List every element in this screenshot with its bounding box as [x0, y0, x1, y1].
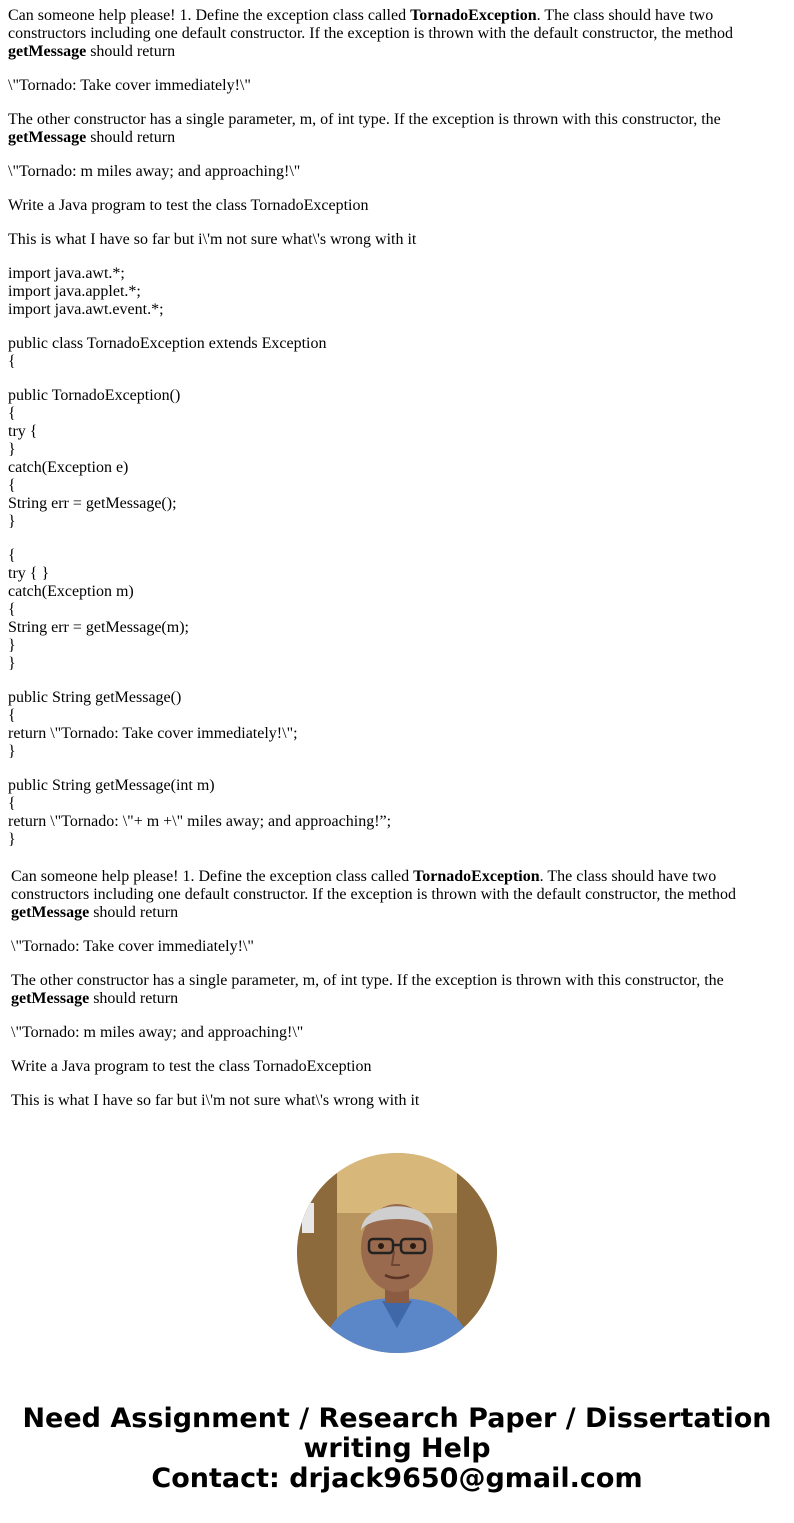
code-line: catch(Exception e) [8, 459, 129, 476]
question-paragraph-5: Write a Java program to test the class TornadoException [8, 197, 369, 214]
avatar [297, 1153, 497, 1353]
bold-method-name: getMessage [11, 904, 90, 921]
banner-line: writing Help [303, 1433, 491, 1464]
question-paragraph-6: This is what I have so far but i\'m not sure what\'s wrong with it [11, 1092, 420, 1109]
text: Can someone help please! 1. Define the exception class called [11, 868, 414, 885]
code-line: { [8, 353, 16, 370]
text: The other constructor has a single parameter, m, of int type. If the exception is thrown with this constructor, the [11, 972, 724, 989]
code-line: { [8, 601, 16, 618]
person-photo-icon [297, 1153, 497, 1353]
code-line: public class TornadoException extends Exception [8, 335, 327, 352]
code-constructor-1 [8, 387, 778, 531]
bold-class-name: TornadoException [413, 868, 540, 885]
code-imports [8, 265, 778, 319]
code-constructor-2 [8, 547, 778, 673]
banner-contact-email: Contact: drjack9650@gmail.com [151, 1463, 643, 1494]
banner-line: Need Assignment / Research Paper / Dissertation [22, 1403, 772, 1434]
question-repeat-block [11, 868, 781, 1126]
code-line: import java.applet.*; [8, 283, 141, 300]
code-line: } [8, 441, 16, 458]
question-paragraph-1 [11, 868, 781, 922]
bold-method-name: getMessage [8, 129, 87, 146]
code-line: { [8, 795, 16, 812]
code-line: } [8, 513, 16, 530]
question-paragraph-3 [8, 111, 778, 147]
text: should return [86, 43, 176, 60]
code-line: } [8, 743, 16, 760]
code-line: { [8, 547, 16, 564]
bold-method-name: getMessage [11, 990, 90, 1007]
bold-class-name: TornadoException [410, 7, 537, 24]
code-line: public String getMessage(int m) [8, 777, 215, 794]
code-class-declaration [8, 335, 778, 371]
bold-method-name: getMessage [8, 43, 87, 60]
text: should return [86, 129, 176, 146]
question-paragraph-2: \"Tornado: Take cover immediately!\" [11, 938, 254, 955]
contact-banner [0, 1404, 794, 1494]
code-method-getmessage-int [8, 777, 778, 849]
question-paragraph-1 [8, 7, 778, 61]
code-line: public TornadoException() [8, 387, 181, 404]
question-paragraph-4: \"Tornado: m miles away; and approaching!\" [11, 1024, 304, 1041]
code-line: import java.awt.*; [8, 265, 125, 282]
question-paragraph-3 [11, 972, 781, 1008]
code-method-getmessage [8, 689, 778, 761]
code-line: try { } [8, 565, 50, 582]
code-line: } [8, 637, 16, 654]
code-line: catch(Exception m) [8, 583, 134, 600]
code-line: return \"Tornado: \"+ m +\" miles away; and approaching!”; [8, 813, 392, 830]
code-line: import java.awt.event.*; [8, 301, 164, 318]
question-paragraph-2: \"Tornado: Take cover immediately!\" [8, 77, 251, 94]
code-line: String err = getMessage(); [8, 495, 177, 512]
text: . The class should have two constructors including one default constructor. If the exception is thrown with the default constructor, the method [11, 868, 736, 903]
code-line: public String getMessage() [8, 689, 182, 706]
question-paragraph-5: Write a Java program to test the class TornadoException [11, 1058, 372, 1075]
text: should return [89, 904, 179, 921]
code-line: } [8, 655, 16, 672]
code-line: } [8, 831, 16, 848]
text: . The class should have two constructors including one default constructor. If the exception is thrown with the default constructor, the method [8, 7, 733, 42]
code-line: String err = getMessage(m); [8, 619, 189, 636]
question-paragraph-6: This is what I have so far but i\'m not sure what\'s wrong with it [8, 231, 417, 248]
code-line: try { [8, 423, 38, 440]
code-line: { [8, 707, 16, 724]
question-paragraph-4: \"Tornado: m miles away; and approaching!\" [8, 163, 301, 180]
code-line: { [8, 405, 16, 422]
question-block [8, 7, 778, 865]
code-line: { [8, 477, 16, 494]
text: The other constructor has a single parameter, m, of int type. If the exception is thrown with this constructor, the [8, 111, 721, 128]
code-line: return \"Tornado: Take cover immediately!\"; [8, 725, 298, 742]
text: should return [89, 990, 179, 1007]
text: Can someone help please! 1. Define the exception class called [8, 7, 411, 24]
